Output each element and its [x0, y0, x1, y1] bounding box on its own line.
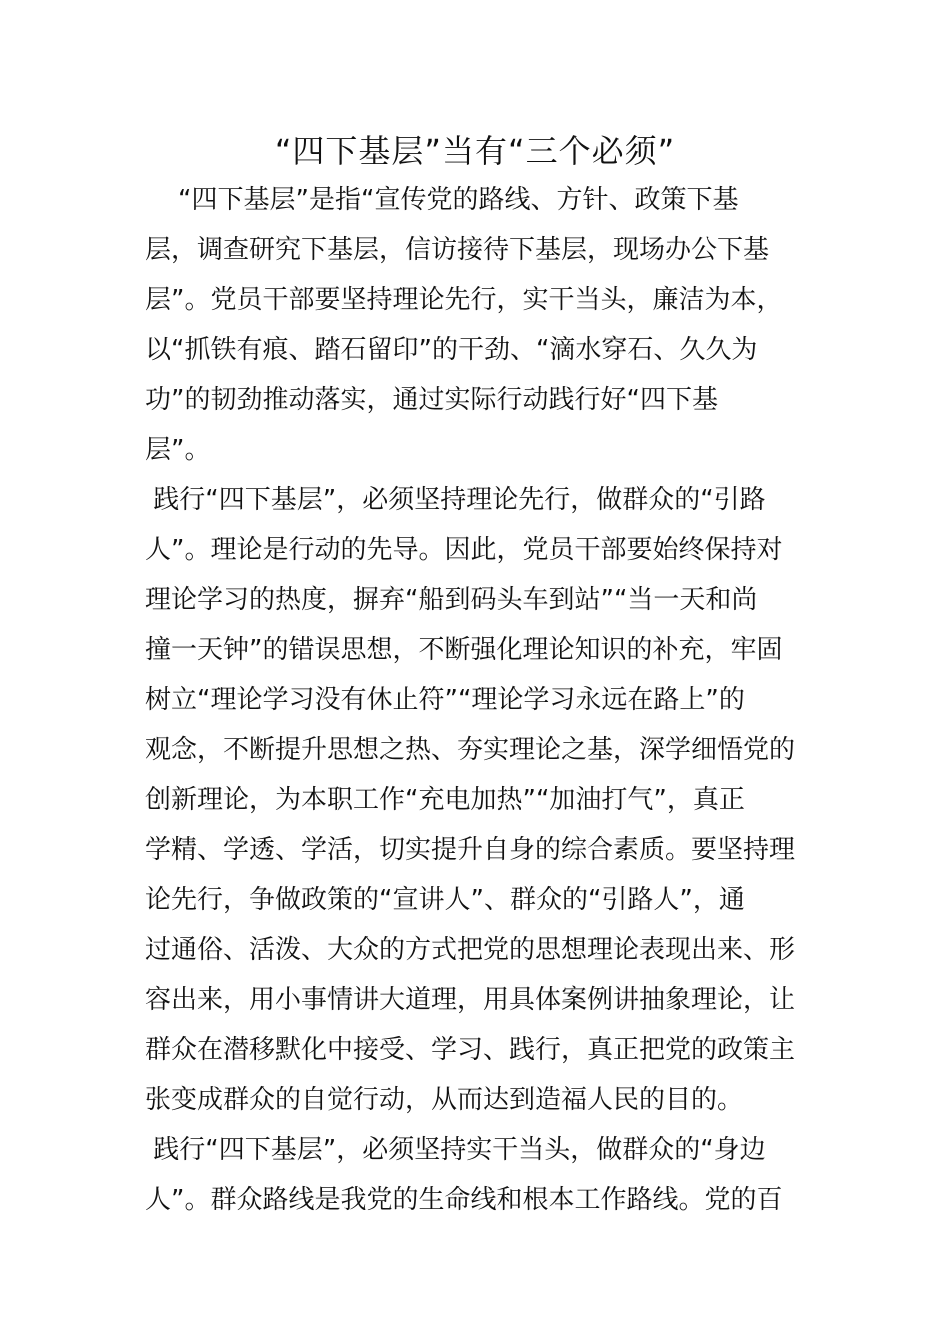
body-line-11: 树立“理论学习没有休止符”“理论学习永远在路上”的: [145, 685, 745, 715]
body-line-9: 理论学习的热度，摒弃“船到码头车到站”“当一天和尚: [145, 585, 758, 615]
body-line-14: 学精、学透、学活，切实提升自身的综合素质。要坚持理: [145, 835, 796, 865]
body-line-4: 以“抓铁有痕、踏石留印”的干劲、“滴水穿石、久久为: [145, 335, 758, 365]
body-line-17: 容出来，用小事情讲大道理，用具体案例讲抽象理论，让: [145, 985, 796, 1015]
body-line-1: “四下基层”是指“宣传党的路线、方针、政策下基: [145, 185, 739, 215]
body-line-10: 撞一天钟”的错误思想，不断强化理论知识的补充，牢固: [145, 635, 783, 665]
body-line-20: 践行“四下基层”，必须坚持实干当头，做群众的“身边: [145, 1135, 766, 1165]
body-line-19: 张变成群众的自觉行动，从而达到造福人民的目的。: [145, 1085, 744, 1115]
body-line-5: 功”的韧劲推动落实，通过实际行动践行好“四下基: [145, 385, 718, 415]
body-line-16: 过通俗、活泼、大众的方式把党的思想理论表现出来、形: [145, 935, 796, 965]
body-line-2: 层，调查研究下基层，信访接待下基层，现场办公下基: [145, 235, 770, 265]
body-line-12: 观念，不断提升思想之热、夯实理论之基，深学细悟党的: [145, 735, 796, 765]
body-line-21: 人”。群众路线是我党的生命线和根本工作路线。党的百: [145, 1185, 783, 1215]
body-line-6: 层”。: [145, 435, 211, 465]
body-line-15: 论先行，争做政策的“宣讲人”、群众的“引路人”，通: [145, 885, 745, 915]
body-line-13: 创新理论，为本职工作“充电加热”“加油打气”，真正: [145, 785, 745, 815]
document-title: “四下基层”当有“三个必须”: [274, 132, 676, 170]
body-line-8: 人”。理论是行动的先导。因此，党员干部要始终保持对: [145, 535, 783, 565]
body-line-3: 层”。党员干部要坚持理论先行，实干当头，廉洁为本，: [145, 285, 783, 315]
body-line-7: 践行“四下基层”，必须坚持理论先行，做群众的“引路: [145, 485, 766, 515]
body-line-18: 群众在潜移默化中接受、学习、践行，真正把党的政策主: [145, 1035, 796, 1065]
